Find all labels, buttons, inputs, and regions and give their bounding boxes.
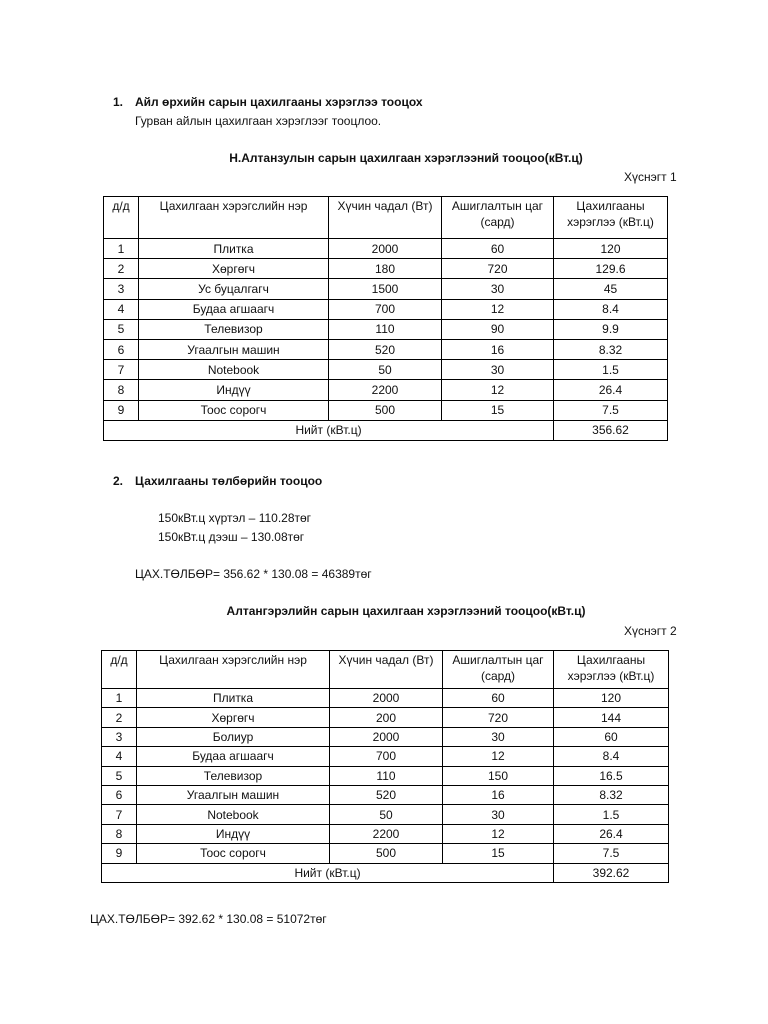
table2-cell: 2000 bbox=[330, 689, 443, 708]
table1-cell: 16 bbox=[442, 339, 554, 359]
table2-cell: Болиур bbox=[137, 727, 330, 746]
table-row bbox=[102, 785, 669, 804]
section2-number: 2. bbox=[113, 474, 124, 488]
table1-cell: 12 bbox=[442, 380, 554, 400]
table1-cell: 8 bbox=[104, 380, 139, 400]
table2-cell: 120 bbox=[554, 689, 669, 708]
table-row bbox=[102, 708, 669, 727]
table2-header-cell: Ашиглалтын цаг (сард) bbox=[443, 651, 554, 689]
table1-total-value: 356.62 bbox=[554, 420, 668, 440]
table1-cell: 110 bbox=[329, 319, 442, 339]
table1 bbox=[103, 196, 668, 441]
table2-cell: 9 bbox=[102, 844, 137, 863]
table2-cell: 2000 bbox=[330, 727, 443, 746]
table2-cell: 50 bbox=[330, 805, 443, 824]
table1-cell: 720 bbox=[442, 259, 554, 279]
table2-cell: 700 bbox=[330, 747, 443, 766]
table1-cell: Хөргөгч bbox=[139, 259, 329, 279]
table2 bbox=[101, 650, 669, 883]
table-row bbox=[102, 766, 669, 785]
table-row bbox=[104, 279, 668, 299]
table1-cell: 26.4 bbox=[554, 380, 668, 400]
table2-total-row bbox=[102, 863, 669, 882]
table2-cell: 520 bbox=[330, 785, 443, 804]
table2-cell: 150 bbox=[443, 766, 554, 785]
table-row bbox=[102, 689, 669, 708]
table1-cell: Ус буцалгагч bbox=[139, 279, 329, 299]
table1-total-row bbox=[104, 420, 668, 440]
table1-cell: Тоос сорогч bbox=[139, 400, 329, 420]
table-row bbox=[104, 239, 668, 259]
table2-cell: Notebook bbox=[137, 805, 330, 824]
table2-cell: 200 bbox=[330, 708, 443, 727]
table1-cell: 4 bbox=[104, 299, 139, 319]
table2-cell: 3 bbox=[102, 727, 137, 746]
table2-label: Хүснэгт 2 bbox=[624, 624, 677, 638]
table2-header-cell: Цахилгаан хэрэгслийн нэр bbox=[137, 651, 330, 689]
table2-cell: 720 bbox=[443, 708, 554, 727]
table1-header-cell: Цахилгааны хэрэглээ (кВт.ц) bbox=[554, 197, 668, 239]
table2-cell: 12 bbox=[443, 747, 554, 766]
table2-cell: 15 bbox=[443, 844, 554, 863]
table1-cell: 2 bbox=[104, 259, 139, 279]
table-row bbox=[102, 824, 669, 843]
table2-cell: Телевизор bbox=[137, 766, 330, 785]
table-row bbox=[104, 319, 668, 339]
table1-cell: 60 bbox=[442, 239, 554, 259]
table2-title: Алтангэрэлийн сарын цахилгаан хэрэглээний тооцоо(кВт.ц) bbox=[226, 604, 586, 618]
table1-header-row bbox=[104, 197, 668, 239]
table1-header-cell: д/д bbox=[104, 197, 139, 239]
rate-line-2: 150кВт.ц дээш – 130.08төг bbox=[158, 530, 305, 544]
table2-cell: 144 bbox=[554, 708, 669, 727]
section1-number: 1. bbox=[113, 95, 124, 109]
table-row bbox=[104, 380, 668, 400]
table1-cell: 7.5 bbox=[554, 400, 668, 420]
table2-header-cell: Цахилгааны хэрэглээ (кВт.ц) bbox=[554, 651, 669, 689]
table2-cell: 60 bbox=[443, 689, 554, 708]
table-row bbox=[104, 259, 668, 279]
table1-cell: 30 bbox=[442, 360, 554, 380]
table1-cell: 180 bbox=[329, 259, 442, 279]
table2-cell: Плитка bbox=[137, 689, 330, 708]
table2-cell: 8.4 bbox=[554, 747, 669, 766]
table2-cell: 4 bbox=[102, 747, 137, 766]
table1-cell: Телевизор bbox=[139, 319, 329, 339]
table1-cell: 15 bbox=[442, 400, 554, 420]
table-row bbox=[104, 360, 668, 380]
table1-header-cell: Хүчин чадал (Вт) bbox=[329, 197, 442, 239]
table1-cell: Плитка bbox=[139, 239, 329, 259]
table1-cell: 3 bbox=[104, 279, 139, 299]
table2-cell: 5 bbox=[102, 766, 137, 785]
table1-cell: 30 bbox=[442, 279, 554, 299]
table1-cell: 120 bbox=[554, 239, 668, 259]
table2-cell: 1 bbox=[102, 689, 137, 708]
table1-cell: 5 bbox=[104, 319, 139, 339]
table1-cell: 7 bbox=[104, 360, 139, 380]
table1-cell: 12 bbox=[442, 299, 554, 319]
table1-cell: 90 bbox=[442, 319, 554, 339]
table2-cell: 16.5 bbox=[554, 766, 669, 785]
table-row bbox=[104, 400, 668, 420]
section2-heading: Цахилгааны төлбөрийн тооцоо bbox=[135, 474, 323, 488]
table2-cell: 1.5 bbox=[554, 805, 669, 824]
table1-cell: 1.5 bbox=[554, 360, 668, 380]
table2-cell: Будаа агшаагч bbox=[137, 747, 330, 766]
table2-cell: 7.5 bbox=[554, 844, 669, 863]
table2-cell: Хөргөгч bbox=[137, 708, 330, 727]
table1-cell: 2000 bbox=[329, 239, 442, 259]
table1-cell: 45 bbox=[554, 279, 668, 299]
table-row bbox=[102, 805, 669, 824]
table2-cell: 60 bbox=[554, 727, 669, 746]
table2-total-label: Нийт (кВт.ц) bbox=[102, 863, 554, 882]
table2-header-row bbox=[102, 651, 669, 689]
table2-cell: Тоос сорогч bbox=[137, 844, 330, 863]
table1-label: Хүснэгт 1 bbox=[624, 170, 677, 184]
table1-header-cell: Ашиглалтын цаг (сард) bbox=[442, 197, 554, 239]
table1-cell: 500 bbox=[329, 400, 442, 420]
table1-cell: Будаа агшаагч bbox=[139, 299, 329, 319]
table1-cell: 520 bbox=[329, 339, 442, 359]
table-row bbox=[102, 844, 669, 863]
table2-cell: 16 bbox=[443, 785, 554, 804]
table-row bbox=[102, 747, 669, 766]
table1-header-cell: Цахилгаан хэрэгслийн нэр bbox=[139, 197, 329, 239]
table1-cell: 8.32 bbox=[554, 339, 668, 359]
table2-cell: 30 bbox=[443, 727, 554, 746]
table2-total-value: 392.62 bbox=[554, 863, 669, 882]
table-row bbox=[102, 727, 669, 746]
table1-cell: 50 bbox=[329, 360, 442, 380]
table1-cell: 1 bbox=[104, 239, 139, 259]
table1-total-label: Нийт (кВт.ц) bbox=[104, 420, 554, 440]
table1-cell: Notebook bbox=[139, 360, 329, 380]
table2-cell: 2200 bbox=[330, 824, 443, 843]
table-row bbox=[104, 339, 668, 359]
table-row bbox=[104, 299, 668, 319]
table2-cell: 2 bbox=[102, 708, 137, 727]
table2-cell: Индүү bbox=[137, 824, 330, 843]
table2-cell: 12 bbox=[443, 824, 554, 843]
table2-cell: 30 bbox=[443, 805, 554, 824]
section1-heading: Айл өрхийн сарын цахилгааны хэрэглээ тооцох bbox=[135, 95, 423, 109]
table1-cell: 129.6 bbox=[554, 259, 668, 279]
table1-cell: Угаалгын машин bbox=[139, 339, 329, 359]
table1-title: Н.Алтанзулын сарын цахилгаан хэрэглээний тооцоо(кВт.ц) bbox=[229, 151, 583, 165]
table1-cell: Индүү bbox=[139, 380, 329, 400]
table2-cell: 110 bbox=[330, 766, 443, 785]
table1-cell: 8.4 bbox=[554, 299, 668, 319]
table2-header-cell: Хүчин чадал (Вт) bbox=[330, 651, 443, 689]
table2-cell: 7 bbox=[102, 805, 137, 824]
table1-cell: 2200 bbox=[329, 380, 442, 400]
table2-cell: 8.32 bbox=[554, 785, 669, 804]
table2-cell: 26.4 bbox=[554, 824, 669, 843]
table1-cell: 6 bbox=[104, 339, 139, 359]
section1-subheading: Гурван айлын цахилгаан хэрэглээг тооцлоо. bbox=[135, 114, 382, 128]
table2-cell: 500 bbox=[330, 844, 443, 863]
table2-cell: Угаалгын машин bbox=[137, 785, 330, 804]
table1-cell: 9 bbox=[104, 400, 139, 420]
payment-line-1: ЦАХ.ТӨЛБӨР= 356.62 * 130.08 = 46389төг bbox=[135, 567, 372, 581]
table1-cell: 9.9 bbox=[554, 319, 668, 339]
table1-cell: 1500 bbox=[329, 279, 442, 299]
table2-header-cell: д/д bbox=[102, 651, 137, 689]
table1-cell: 700 bbox=[329, 299, 442, 319]
payment-line-2: ЦАХ.ТӨЛБӨР= 392.62 * 130.08 = 51072төг bbox=[90, 912, 327, 926]
table2-cell: 6 bbox=[102, 785, 137, 804]
rate-line-1: 150кВт.ц хүртэл – 110.28төг bbox=[158, 511, 312, 525]
table2-cell: 8 bbox=[102, 824, 137, 843]
